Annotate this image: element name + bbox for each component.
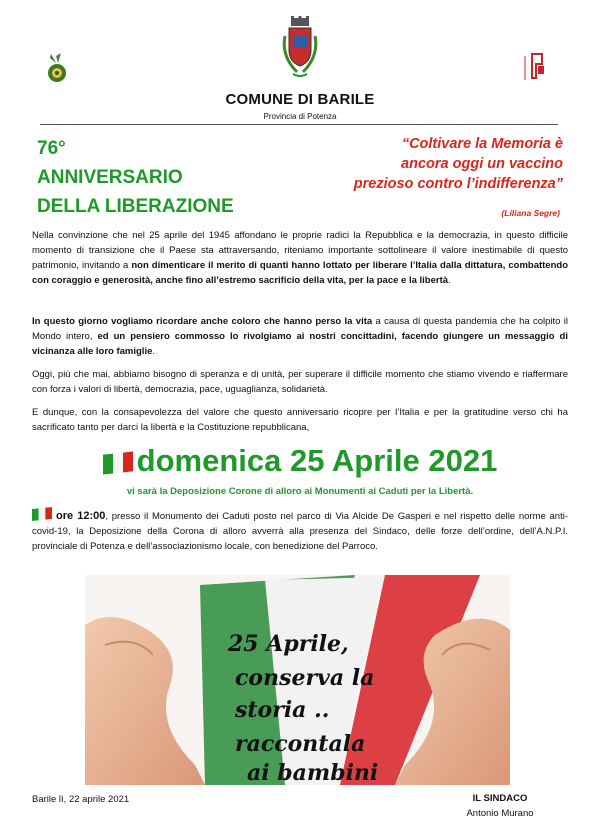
quote-line: prezioso contro l’indifferenza”: [353, 176, 563, 192]
event-date-line: [0, 443, 600, 479]
paragraph-text: Nella convinzione che nel 25 aprile del 1945 affondano le proprie radici la Repubblica e la democrazia, in questo difficile momento di transizione che il Paese sta attraversando, riteniamo importante sottolineare il valore inestimabile di questo patrimonio, invitando a: [32, 230, 568, 271]
sindaco-name: Antonio Murano: [466, 808, 534, 819]
event-date: domenica 25 Aprile 2021: [136, 443, 498, 478]
paragraph-hope: Oggi, più che mai, abbiamo bisogno di speranza e di unità, per superare il difficile momento che stiamo vivendo e riaffermare con forza i valori di libertà, democrazia, pace, uguaglianza, solidarietà.: [32, 369, 568, 395]
anniversary-subject: DELLA LIBERAZIONE: [37, 196, 234, 217]
header-divider: [40, 124, 558, 125]
comune-crest-icon: [279, 16, 321, 84]
citta-vino-logo: [522, 50, 548, 84]
left-logo-icon: [44, 50, 70, 86]
anniversary-word: ANNIVERSARIO: [37, 167, 183, 188]
place-date: Barile lì, 22 aprile 2021: [32, 794, 130, 805]
quote-line: “Coltivare la Memoria è: [401, 136, 563, 152]
event-time: ore 12:00: [56, 510, 106, 522]
image-text-line: raccontala: [235, 731, 366, 757]
event-details-text: , presso il Monumento dei Caduti posto nel parco di Via Alcide De Gasperi e nel rispetto delle norme anti-covid-19, la Deposizione della Corona di alloro avverrà alla presenza del Sindaco, delle forze dell’ordine, dell’A.N.P.I. provinciale di Potenza e dell’associazionismo locale, con benedizione del Parroco.: [32, 511, 568, 552]
paragraph-gratitude: E dunque, con la consapevolezza del valore che questo anniversario ricopre per l’Italia e per la gratitudine verso chi ha sacrificato tanto per darci la libertà e la Costituzione repubblicana,: [32, 407, 568, 433]
deposizione-announcement: vi sarà la Deposizione Corone di alloro ai Monumenti ai Caduti per la Libertà.: [126, 486, 474, 497]
paragraph-conviction: [32, 228, 568, 288]
quote-line: ancora oggi un vaccino: [401, 156, 563, 172]
image-text-line: conserva la: [235, 665, 375, 691]
paragraph-emphasis: In questo giorno vogliamo ricordare anche coloro che hanno perso la vita: [32, 316, 373, 327]
image-text-line: storia ..: [235, 697, 330, 723]
italian-flag-icon: [103, 451, 133, 474]
paragraph-emphasis: ed un pensiero commosso lo rivolgiamo ai nostri concittadini, facendo giungere un messaggio di vicinanza alle loro famiglie: [32, 331, 569, 357]
image-text-line: ai bambini: [247, 760, 379, 785]
paragraph-text: a causa di questa pandemia che ha colpito il Mondo intero,: [32, 316, 568, 342]
paragraph-text: .: [152, 346, 156, 357]
provincia-subtitle: Provincia di Potenza: [263, 112, 337, 121]
anniversary-number: 76°: [37, 138, 66, 159]
paragraph-emphasis: non dimenticare il merito di quanti hanno lottato per liberare l’Italia dalla dittatura, combattendo con coraggio e generosità, anche fino all’estremo sacrificio della vita, per la pace e la libertà: [32, 260, 568, 286]
quote-author: (Liliana Segre): [501, 208, 560, 218]
italian-flag-small-icon: [32, 507, 52, 521]
hands-tricolor-illustration: [85, 575, 510, 785]
paragraph-remembrance: [32, 314, 568, 359]
paragraph-text: .: [448, 275, 451, 286]
anniversary-heading: [37, 134, 234, 221]
comune-title: COMUNE DI BARILE: [225, 91, 375, 108]
sindaco-title: IL SINDACO: [472, 793, 528, 804]
hands-image: [85, 575, 510, 785]
memory-quote: [293, 134, 563, 194]
paragraph-event-details: [32, 508, 568, 554]
image-text-line: 25 Aprile,: [228, 631, 349, 657]
citta-vino-icon: [522, 50, 548, 84]
